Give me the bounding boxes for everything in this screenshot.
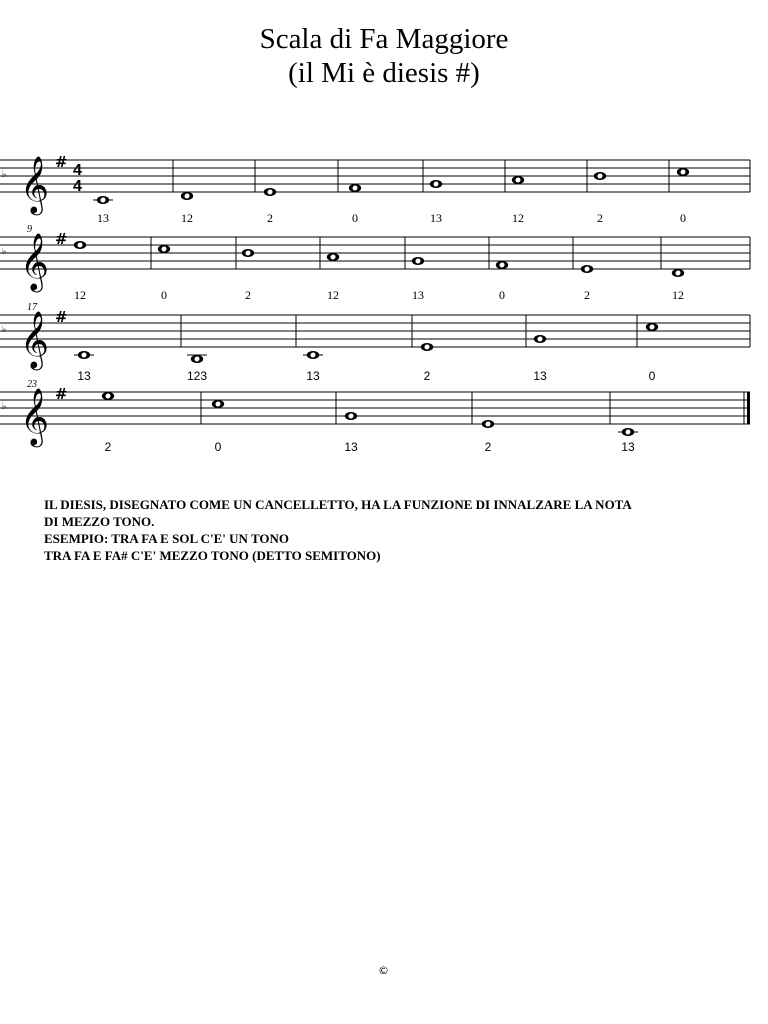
whole-note — [581, 265, 593, 273]
fingering-label: 2 — [484, 440, 492, 454]
explanation-line-1: IL DIESIS, DISEGNATO COME UN CANCELLETTO, HA LA FUNZIONE DI INNALZARE LA NOTA — [44, 497, 632, 512]
fingering-label: 13 — [97, 211, 109, 225]
treble-clef-icon: 𝄞 — [20, 311, 49, 368]
fingering-label: 2 — [597, 211, 603, 225]
fingering-label: 2 — [267, 211, 273, 225]
fingering-label: 0 — [352, 211, 358, 225]
fingering-label: 2 — [584, 288, 590, 302]
fingering-label: 0 — [680, 211, 686, 225]
sharp-icon: # — [55, 230, 68, 248]
whole-note — [74, 241, 86, 249]
fingering-label: 13 — [77, 369, 91, 383]
treble-clef-icon: 𝄞 — [20, 156, 49, 213]
sharp-icon: # — [55, 308, 68, 326]
whole-note — [349, 184, 361, 192]
sharp-icon: # — [55, 385, 68, 403]
whole-note — [78, 351, 90, 359]
whole-note — [264, 188, 276, 196]
measure-number: 23 — [27, 379, 37, 390]
staff-system-1 — [0, 153, 750, 225]
whole-note — [181, 192, 193, 200]
flat-icon: ♭ — [2, 246, 7, 256]
fingering-label: 12 — [512, 211, 524, 225]
fingering-label: 123 — [186, 369, 208, 383]
whole-note — [594, 172, 606, 180]
whole-note — [622, 428, 634, 436]
explanation-line-2: DI MEZZO TONO. — [44, 514, 155, 529]
fingering-label: 13 — [430, 211, 442, 225]
staff-system-4 — [0, 379, 750, 454]
fingering-label: 0 — [214, 440, 222, 454]
explanation-line-4: TRA FA E FA# C'E' MEZZO TONO (DETTO SEMITONO) — [44, 548, 381, 563]
whole-note — [512, 176, 524, 184]
treble-clef-icon: 𝄞 — [20, 388, 49, 445]
page-subtitle: (il Mi è diesis #) — [288, 57, 480, 89]
whole-note — [677, 168, 689, 176]
final-barline-thick — [747, 392, 750, 424]
sharp-icon: # — [55, 153, 68, 171]
fingering-label: 12 — [672, 288, 684, 302]
explanation-line-3: ESEMPIO: TRA FA E SOL C'E' UN TONO — [44, 531, 290, 546]
measure-number: 17 — [27, 302, 37, 313]
time-signature-bottom: 4 — [73, 178, 82, 195]
fingering-label: 0 — [161, 288, 167, 302]
fingering-label: 0 — [648, 369, 656, 383]
whole-note — [158, 245, 170, 253]
whole-note — [534, 335, 546, 343]
whole-note — [242, 249, 254, 257]
whole-note — [412, 257, 424, 265]
whole-note — [102, 392, 114, 400]
time-signature-top: 4 — [73, 162, 82, 179]
fingering-label: 2 — [245, 288, 251, 302]
fingering-label: 13 — [621, 440, 635, 454]
fingering-label: 13 — [344, 440, 358, 454]
whole-note — [212, 400, 224, 408]
fingering-label: 13 — [306, 369, 320, 383]
whole-note — [482, 420, 494, 428]
fingering-label: 12 — [181, 211, 193, 225]
flat-icon: ♭ — [2, 401, 7, 411]
whole-note — [496, 261, 508, 269]
fingering-label: 13 — [412, 288, 424, 302]
fingering-label: 2 — [104, 440, 112, 454]
whole-note — [430, 180, 442, 188]
whole-note — [421, 343, 433, 351]
page-title: Scala di Fa Maggiore — [259, 23, 509, 55]
whole-note — [646, 323, 658, 331]
fingering-label: 12 — [327, 288, 339, 302]
fingering-label: 13 — [533, 369, 547, 383]
treble-clef-icon: 𝄞 — [20, 233, 49, 290]
whole-note — [307, 351, 319, 359]
fingering-label: 2 — [423, 369, 431, 383]
music-score — [0, 0, 768, 480]
fingering-label: 12 — [74, 288, 86, 302]
flat-icon: ♭ — [2, 169, 7, 179]
explanation-text — [44, 496, 764, 564]
measure-number: 9 — [27, 224, 32, 235]
staff-system-2 — [0, 224, 750, 302]
copyright-symbol: © — [378, 964, 389, 977]
whole-note — [345, 412, 357, 420]
whole-note — [191, 355, 203, 363]
flat-icon: ♭ — [2, 324, 7, 334]
whole-note — [327, 253, 339, 261]
fingering-label: 0 — [499, 288, 505, 302]
whole-note — [672, 269, 684, 277]
staff-system-3 — [0, 302, 750, 383]
whole-note — [97, 196, 109, 204]
